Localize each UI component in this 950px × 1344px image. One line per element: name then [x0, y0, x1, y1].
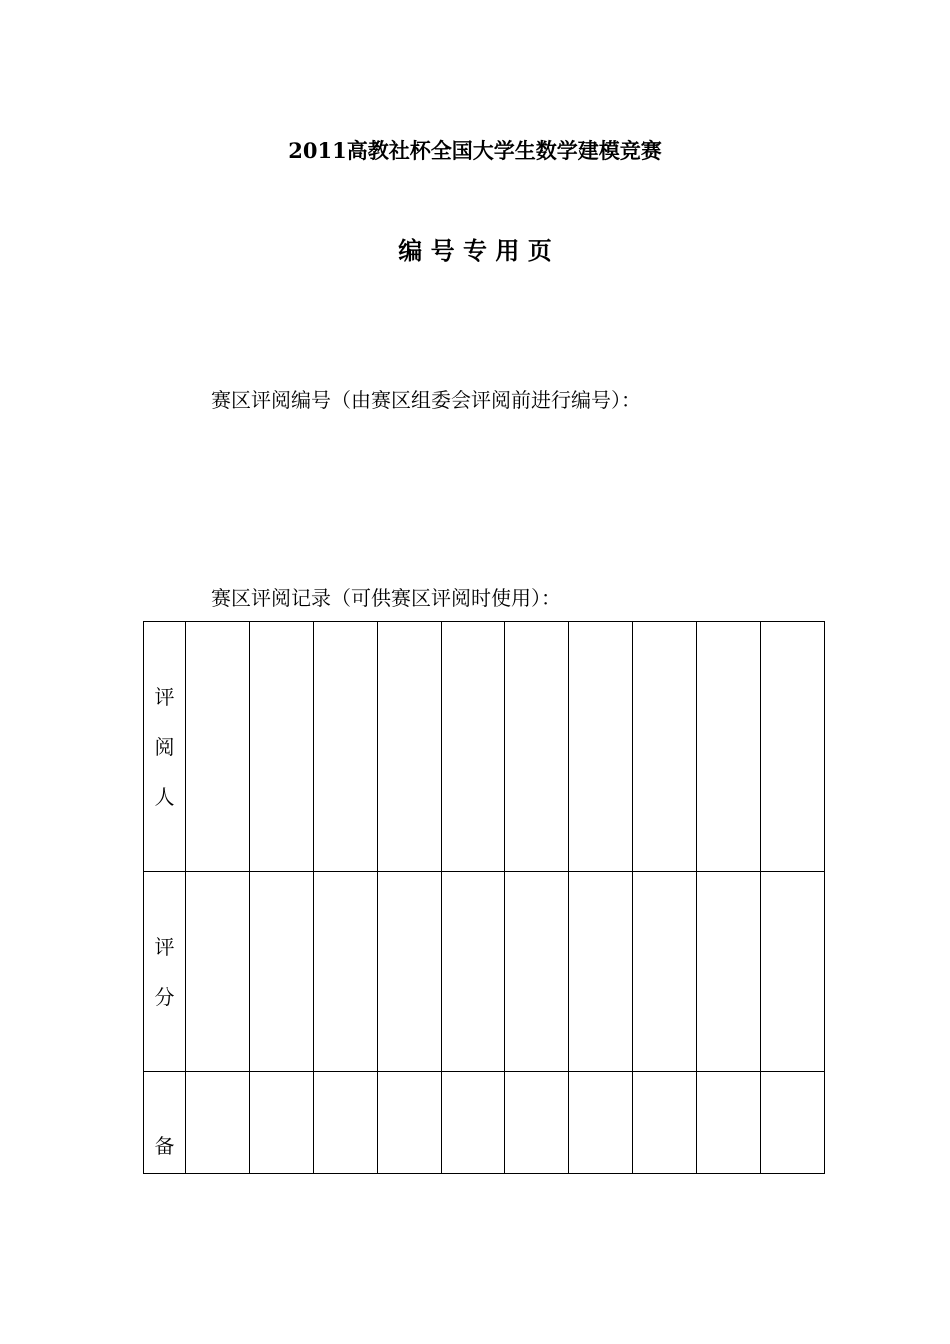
table-cell: [505, 872, 569, 1072]
table-cell: [697, 872, 761, 1072]
table-cell: [697, 1072, 761, 1174]
table-cell: [441, 1072, 505, 1174]
table-cell: [186, 622, 250, 872]
table-cell: [313, 1072, 377, 1174]
table-cell: [697, 622, 761, 872]
table-cell: [249, 1072, 313, 1174]
table-cell: [633, 872, 697, 1072]
table-cell: [441, 622, 505, 872]
label-char: 备: [154, 1134, 175, 1158]
table-cell: [186, 1072, 250, 1174]
page-subtitle: 编 号 专 用 页: [398, 236, 552, 265]
table-cell: [249, 872, 313, 1072]
table-row-remarks: [144, 1072, 825, 1174]
label-char: 评: [154, 934, 175, 959]
review-record-line: 赛区评阅记录（可供赛区评阅时使用）：: [211, 586, 561, 610]
review-number-line: 赛区评阅编号（由赛区组委会评阅前进行编号）：: [211, 388, 641, 412]
table-cell: [505, 622, 569, 872]
table-cell: [249, 622, 313, 872]
table-cell: [761, 1072, 825, 1174]
table-cell: [186, 872, 250, 1072]
table-cell: [441, 872, 505, 1072]
table-row-reviewer: [144, 622, 825, 872]
table-cell: [633, 622, 697, 872]
table-cell: [377, 872, 441, 1072]
label-char: 人: [154, 784, 175, 809]
table-cell: [313, 872, 377, 1072]
table-cell: [569, 872, 633, 1072]
label-char: 评: [154, 684, 175, 709]
table-cell: [377, 1072, 441, 1174]
table-cell: [761, 622, 825, 872]
table-cell: [633, 1072, 697, 1174]
table-cell: [505, 1072, 569, 1174]
label-char: 阅: [154, 734, 175, 759]
table-cell: [377, 622, 441, 872]
table-cell: [313, 622, 377, 872]
table-cell: [569, 1072, 633, 1174]
table-row-score: [144, 872, 825, 1072]
row-label-remarks: [144, 1072, 186, 1174]
document-title: 2011高教社杯全国大学生数学建模竞赛: [288, 138, 662, 163]
label-char: 分: [154, 984, 175, 1009]
table-cell: [569, 622, 633, 872]
review-record-table: [143, 621, 825, 1174]
row-label-score: [144, 872, 186, 1072]
table-cell: [761, 872, 825, 1072]
row-label-reviewer: [144, 622, 186, 872]
